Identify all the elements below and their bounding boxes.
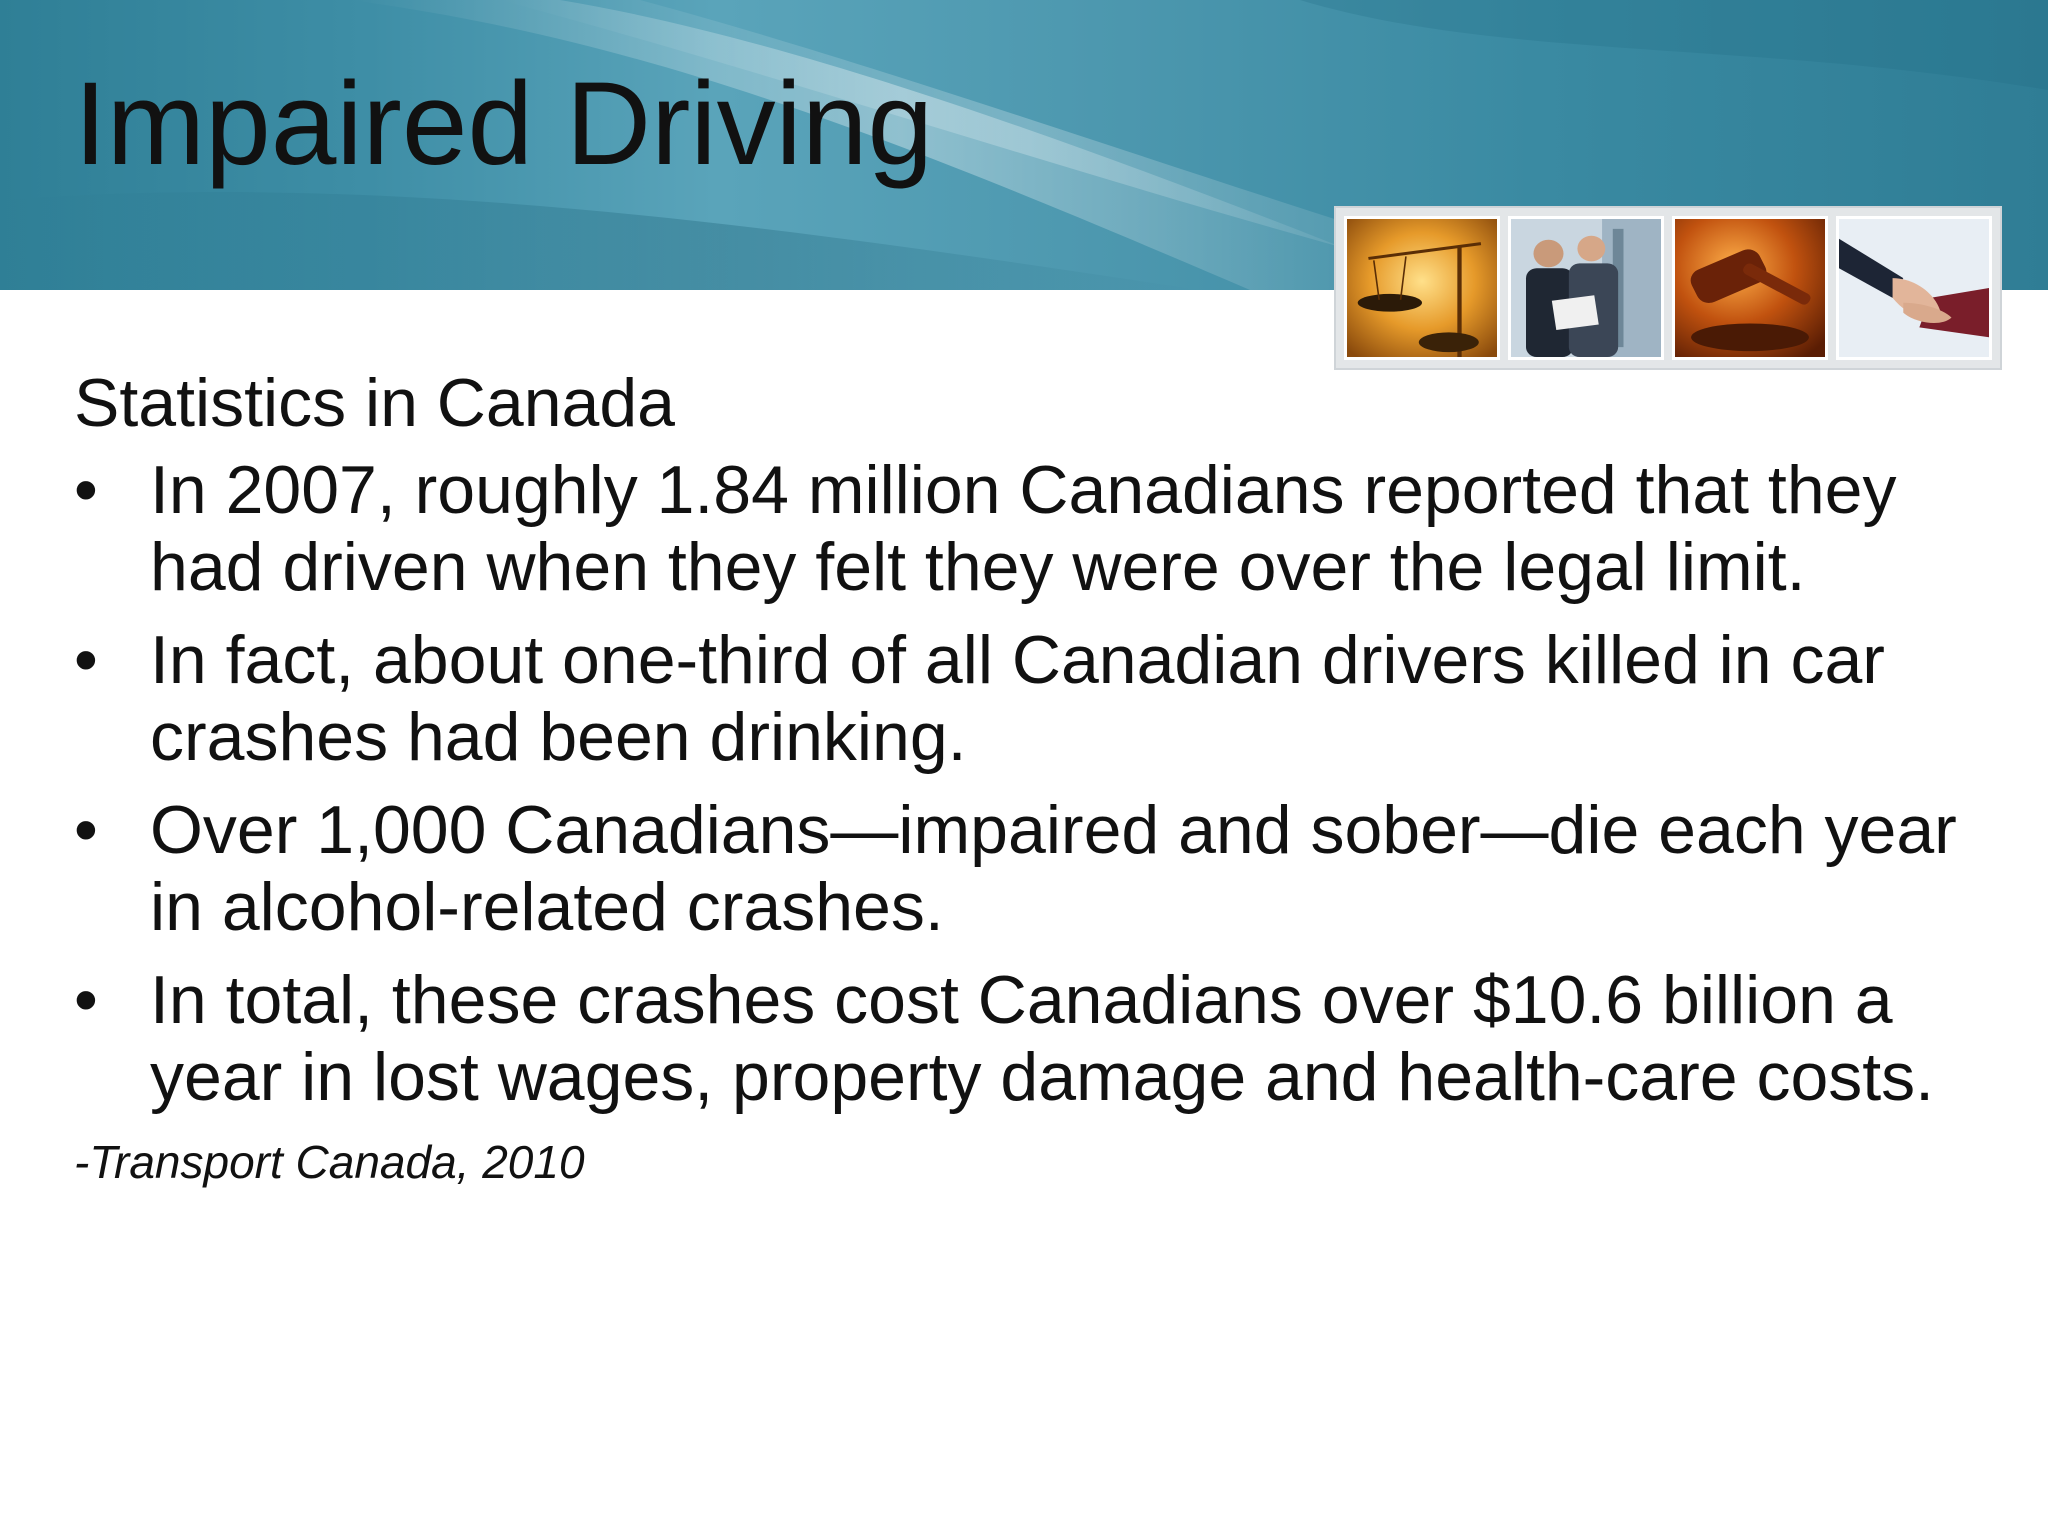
photo-strip: [1334, 206, 2002, 370]
bullet-item: [74, 622, 1974, 776]
bullet-icon: •: [74, 452, 98, 528]
bullet-text: In total, these crashes cost Canadians over $10.6 billion a year in lost wages, property damage and health-care costs.: [150, 962, 1935, 1115]
bullet-list: [74, 452, 1974, 1116]
scales-of-justice-photo: [1344, 216, 1500, 360]
business-people-photo: [1508, 216, 1664, 360]
bullet-item: [74, 792, 1974, 946]
bullet-icon: •: [74, 792, 98, 868]
bullet-icon: •: [74, 622, 98, 698]
bullet-item: [74, 962, 1974, 1116]
gavel-photo: [1672, 216, 1828, 360]
handshake-photo: [1836, 216, 1992, 360]
subheading: Statistics in Canada: [74, 365, 675, 441]
bullet-item: [74, 452, 1974, 606]
slide-title: Impaired Driving: [74, 58, 934, 190]
bullet-text: Over 1,000 Canadians—impaired and sober—die each year in alcohol-related crashes.: [150, 792, 1957, 945]
bullet-text: In fact, about one-third of all Canadian drivers killed in car crashes had been drinking.: [150, 622, 1885, 775]
slide-body: [74, 362, 1974, 1192]
bullet-text: In 2007, roughly 1.84 million Canadians reported that they had driven when they felt they were over the legal limit.: [150, 452, 1897, 605]
bullet-icon: •: [74, 962, 98, 1038]
citation: -Transport Canada, 2010: [74, 1136, 585, 1188]
